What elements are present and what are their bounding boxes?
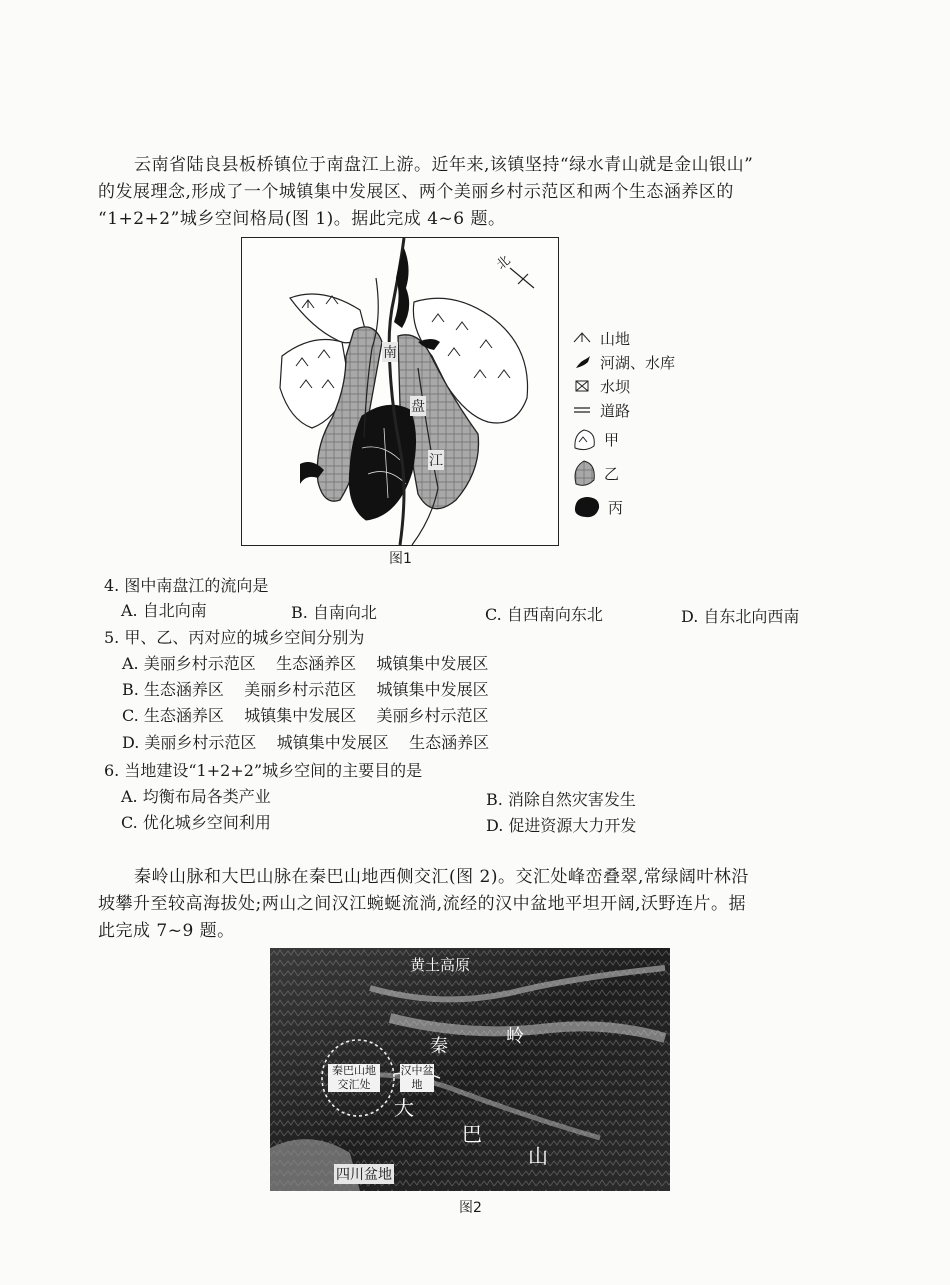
label-junction: 秦巴山地交汇处 xyxy=(328,1064,380,1092)
legend-label-water: 河湖、水库 xyxy=(600,353,676,372)
question-6-stem: 6. 当地建设“1+2+2”城乡空间的主要目的是 xyxy=(104,761,423,780)
question-4-option-d[interactable]: D. 自东北向西南 xyxy=(681,607,800,626)
figure-2-caption: 图2 xyxy=(459,1200,482,1216)
legend-label-bing: 丙 xyxy=(608,498,624,517)
town-region xyxy=(349,405,415,520)
north-label: 北 xyxy=(493,253,514,273)
mountain-icon xyxy=(572,330,594,346)
dam-icon xyxy=(572,378,594,394)
question-5-option-b[interactable]: B. 生态涵养区 美丽乡村示范区 城镇集中发展区 xyxy=(122,680,489,699)
label-sichuan-basin: 四川盆地 xyxy=(334,1164,394,1184)
passage-1-line-2: 的发展理念,形成了一个城镇集中发展区、两个美丽乡村示范区和两个生态涵养区的 xyxy=(98,182,734,202)
question-6-option-c[interactable]: C. 优化城乡空间利用 xyxy=(121,813,271,832)
legend-item-mountain xyxy=(572,326,675,350)
question-4-option-c[interactable]: C. 自西南向东北 xyxy=(485,605,603,624)
question-4-option-b[interactable]: B. 自南向北 xyxy=(291,603,377,622)
passage-2-line-1: 秦岭山脉和大巴山脉在秦巴山地西侧交汇(图 2)。交汇处峰峦叠翠,常绿阔叶林沿 xyxy=(134,867,749,887)
figure-1-map-drawing xyxy=(242,238,558,545)
question-6-option-d[interactable]: D. 促进资源大力开发 xyxy=(486,816,637,835)
passage-1-line-1: 云南省陆良县板桥镇位于南盘江上游。近年来,该镇坚持“绿水青山就是金山银山” xyxy=(134,155,754,175)
label-ba: 巴 xyxy=(462,1122,482,1146)
passage-2-line-3: 此完成 7~9 题。 xyxy=(98,921,235,941)
figure-1-caption: 图1 xyxy=(389,551,412,567)
passage-1-line-3: “1+2+2”城乡空间格局(图 1)。据此完成 4~6 题。 xyxy=(98,209,506,229)
figure-1-legend xyxy=(572,326,675,524)
label-hanzhong-basin: 汉中盆地 xyxy=(400,1064,434,1091)
question-5-option-d[interactable]: D. 美丽乡村示范区 城镇集中发展区 生态涵养区 xyxy=(122,733,490,752)
road-icon xyxy=(572,402,594,418)
legend-item-road xyxy=(572,398,675,422)
legend-label-jia: 甲 xyxy=(604,430,620,449)
legend-label-mountain: 山地 xyxy=(600,329,631,348)
question-5-option-a[interactable]: A. 美丽乡村示范区 生态涵养区 城镇集中发展区 xyxy=(122,654,489,673)
label-da: 大 xyxy=(394,1096,414,1120)
water-icon xyxy=(572,354,594,370)
question-6-option-b[interactable]: B. 消除自然灾害发生 xyxy=(486,790,636,809)
question-4-stem: 4. 图中南盘江的流向是 xyxy=(104,576,269,595)
river-label-nan: 南 xyxy=(382,342,398,362)
legend-item-yi xyxy=(572,456,675,490)
passage-2-line-2: 坡攀升至较高海拔处;两山之间汉江蜿蜒流淌,流经的汉中盆地平坦开阔,沃野连片。据 xyxy=(98,894,747,914)
region-yi-icon xyxy=(572,458,598,488)
river-label-jiang: 江 xyxy=(428,450,444,470)
label-shan: 山 xyxy=(528,1144,548,1168)
question-5-stem: 5. 甲、乙、丙对应的城乡空间分别为 xyxy=(104,628,365,647)
label-loess-plateau: 黄土高原 xyxy=(410,956,471,974)
region-jia-icon xyxy=(572,426,598,452)
passage-1 xyxy=(98,152,843,233)
legend-item-dam xyxy=(572,374,675,398)
legend-label-dam: 水坝 xyxy=(600,377,631,396)
label-qin: 秦 xyxy=(430,1036,448,1057)
region-bing-icon xyxy=(572,494,602,520)
legend-label-road: 道路 xyxy=(600,401,631,420)
question-4-option-a[interactable]: A. 自北向南 xyxy=(121,601,207,620)
river-label-pan: 盘 xyxy=(410,396,426,416)
legend-item-water xyxy=(572,350,675,374)
question-5-option-c[interactable]: C. 生态涵养区 城镇集中发展区 美丽乡村示范区 xyxy=(122,706,489,725)
legend-label-yi: 乙 xyxy=(604,464,620,483)
question-6-option-a[interactable]: A. 均衡布局各类产业 xyxy=(121,787,271,806)
legend-item-bing xyxy=(572,490,675,524)
label-ling: 岭 xyxy=(506,1026,524,1047)
north-arrow-icon xyxy=(510,268,534,288)
passage-2 xyxy=(98,864,843,945)
figure-1-map xyxy=(241,237,559,546)
legend-item-jia xyxy=(572,422,675,456)
figure-2-terrain-map xyxy=(270,948,670,1191)
